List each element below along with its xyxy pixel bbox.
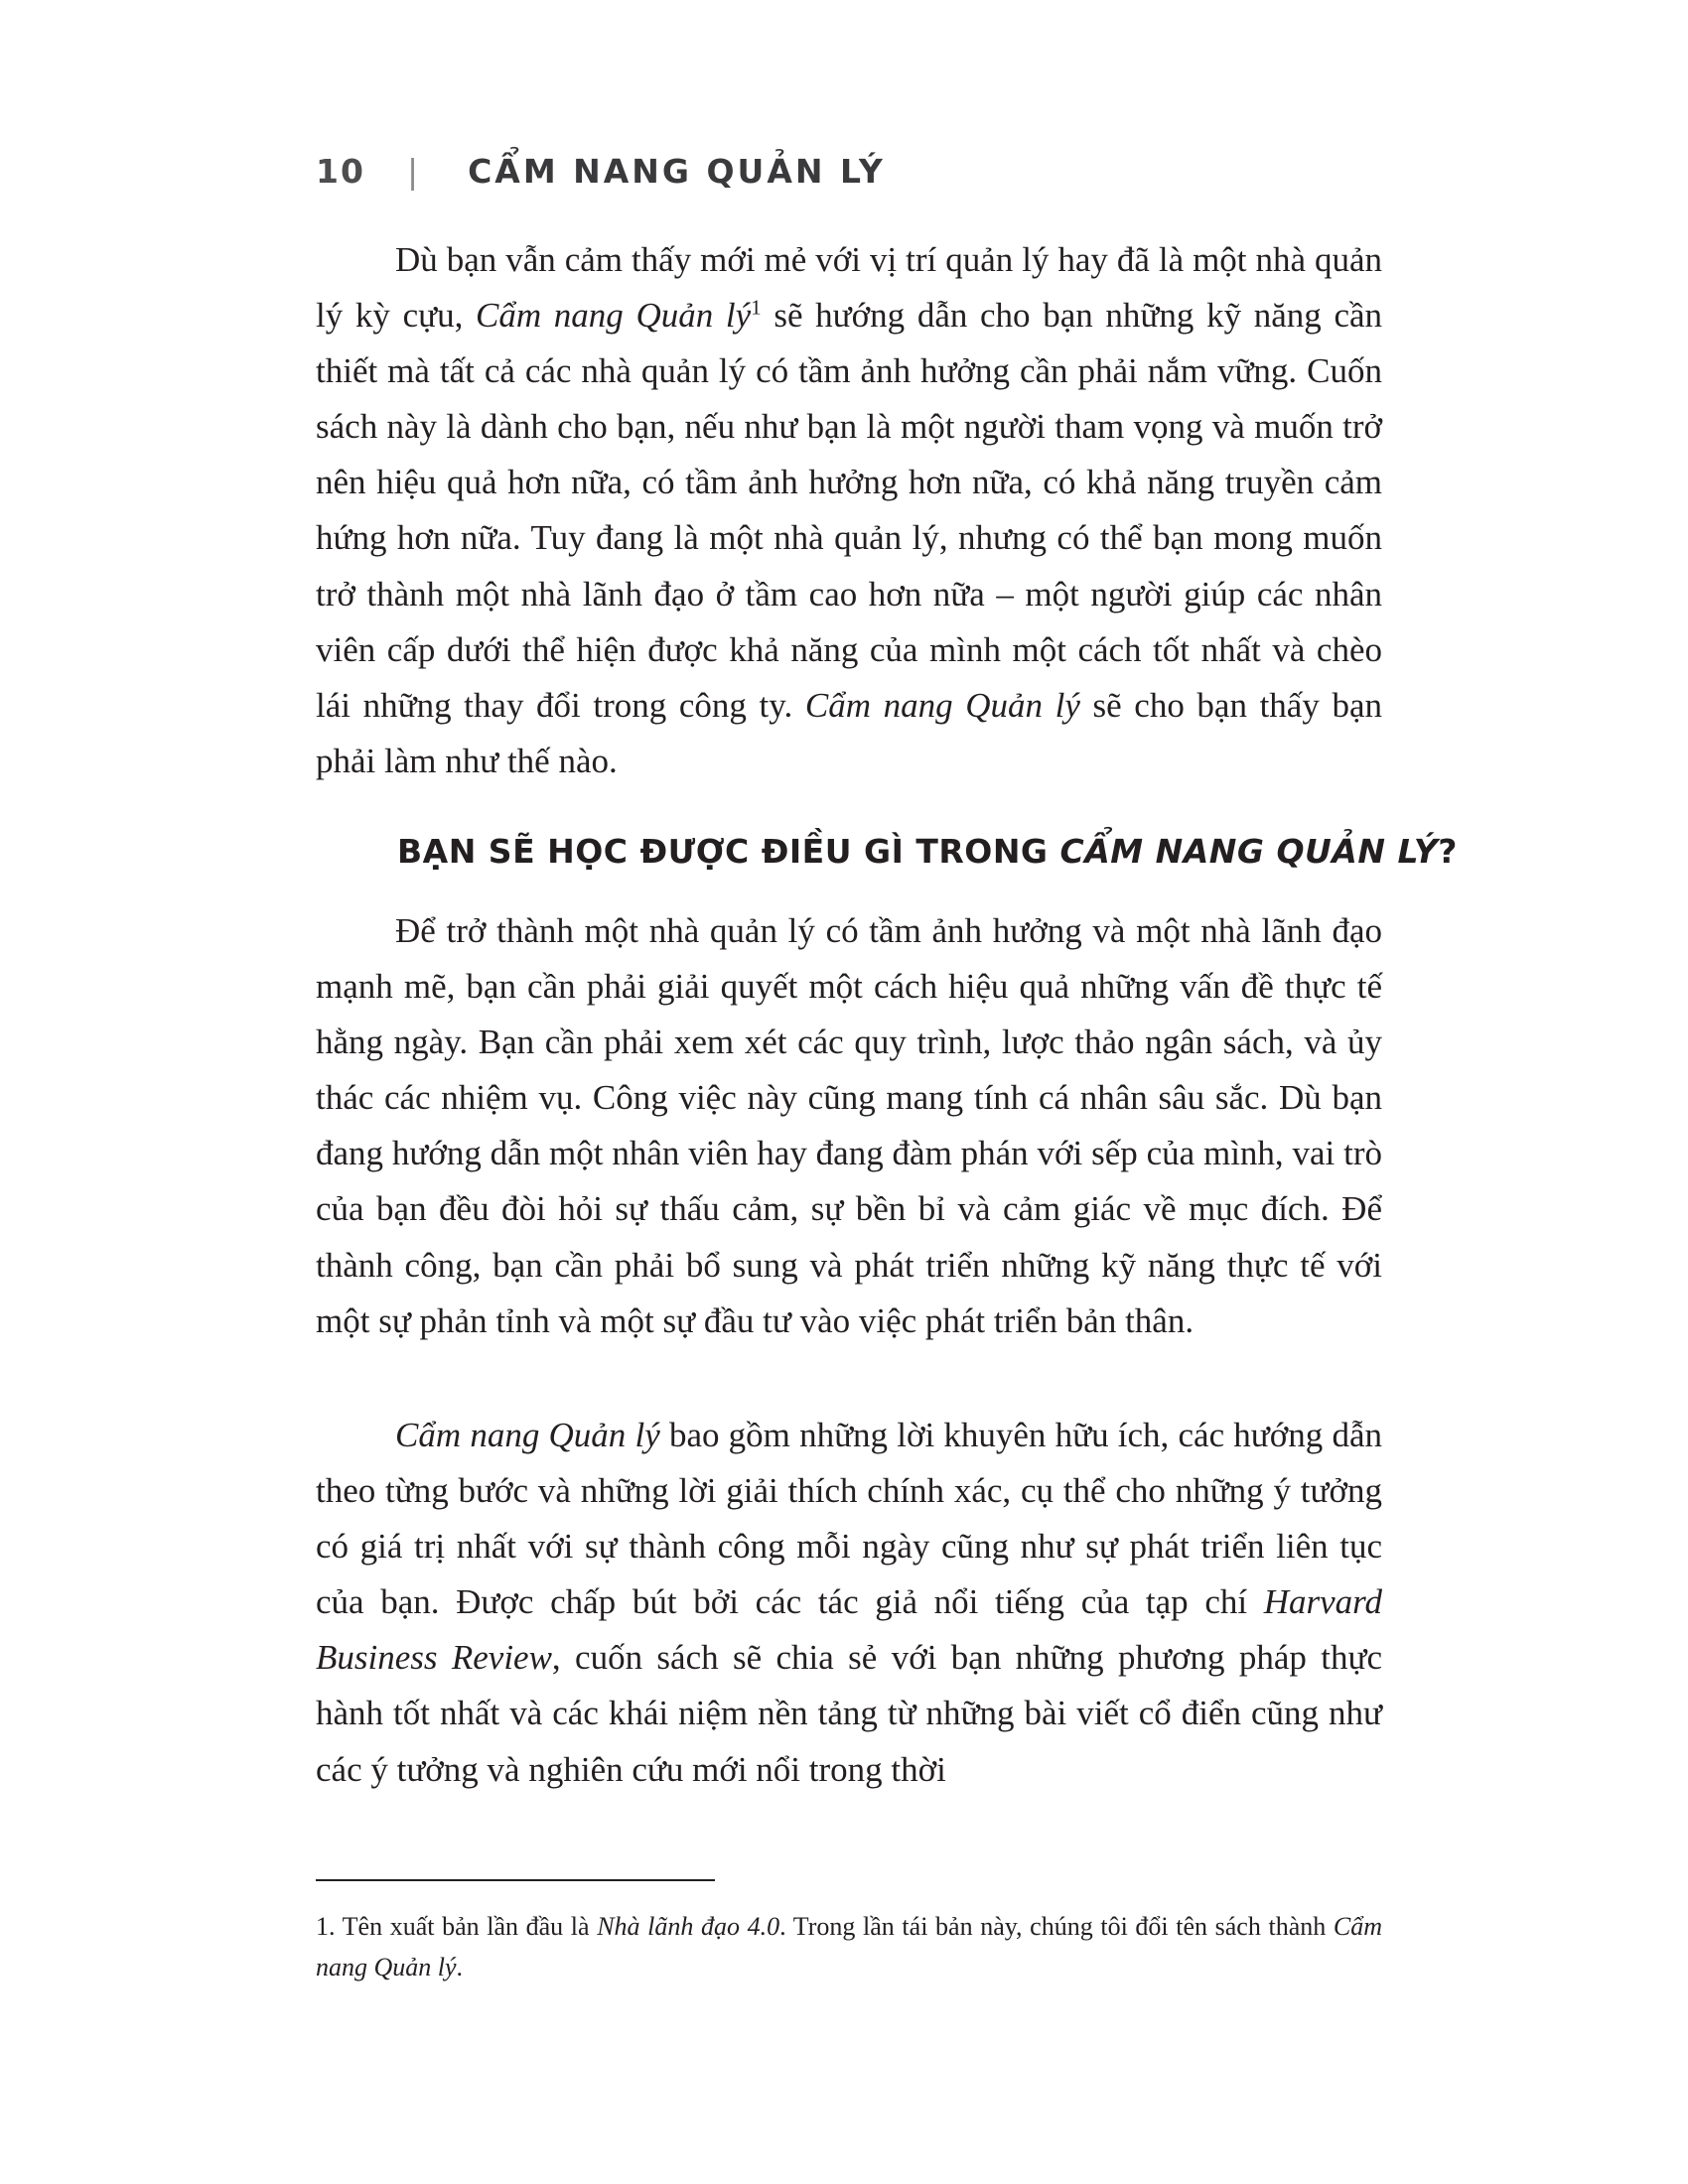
para3-text-2: , cuốn sách sẽ chia sẻ với bạn những phương pháp thực hành tốt nhất và các khái niệm nền tảng từ những bài viết cổ điển cũng như các ý tưởng và nghiên cứu mới nổi trong thời (316, 1638, 1382, 1789)
paragraph-intro (316, 232, 1382, 789)
header-separator: | (406, 151, 421, 191)
footnote-reference[interactable]: 1 (751, 295, 762, 320)
page-number: 10 (316, 151, 365, 191)
footnote-old-title: Nhà lãnh đạo 4.0 (597, 1912, 780, 1941)
paragraph-skills (316, 903, 1382, 1349)
footnote-text-3: . (456, 1953, 464, 1981)
footnote-new-title: Cẩm nang Quản lý (316, 1912, 1382, 1981)
para1-text-3: sẽ cho bạn thấy bạn phải làm như thế nào. (316, 685, 1382, 780)
para3-text-1: bao gồm những lời khuyên hữu ích, các hướng dẫn theo từng bước và những lời giải thích chính xác, cụ thể cho những ý tưởng có giá trị nhất với sự thành công mỗi ngày cũng như sự phát triển liên tục của bạn. Được chấp bút bởi các tác giả nổi tiếng của tạp chí (316, 1416, 1383, 1622)
footnote-text-2: . Trong lần tái bản này, chúng tôi đổi tên sách thành (779, 1912, 1334, 1941)
running-header (316, 147, 886, 195)
section-heading (397, 832, 1458, 871)
paragraph-contents (316, 1408, 1382, 1798)
footnote-text-1: 1. Tên xuất bản lần đầu là (316, 1912, 598, 1941)
para3-book-title: Cẩm nang Quản lý (395, 1416, 660, 1454)
para1-book-title-1: Cẩm nang Quản lý (476, 296, 752, 336)
footnote (316, 1906, 1382, 1987)
para3-magazine-title: Harvard Business Review (316, 1582, 1382, 1678)
para1-book-title-2: Cẩm nang Quản lý (804, 685, 1080, 725)
para1-text-1: Dù bạn vẫn cảm thấy mới mẻ với vị trí quản lý hay đã là một nhà quản lý kỳ cựu, (316, 240, 1382, 336)
running-book-title: CẨM NANG QUẢN LÝ (468, 151, 886, 191)
footnote-divider (316, 1879, 715, 1881)
heading-text-2: ? (1438, 832, 1458, 871)
para2-text: Để trở thành một nhà quản lý có tầm ảnh hưởng và một nhà lãnh đạo mạnh mẽ, bạn cần phải giải quyết một cách hiệu quả những vấn đề thực tế hằng ngày. Bạn cần phải xem xét các quy trình, lược thảo ngân sách, và ủy thác các nhiệm vụ. Công việc này cũng mang tính cá nhân sâu sắc. Dù bạn đang hướng dẫn một nhân viên hay đang đàm phán với sếp của mình, vai trò của bạn đều đòi hỏi sự thấu cảm, sự bền bỉ và cảm giác về mục đích. Để thành công, bạn cần phải bổ sung và phát triển những kỹ năng thực tế với một sự phản tỉnh và một sự đầu tư vào việc phát triển bản thân. (316, 911, 1382, 1340)
para1-text-2: sẽ hướng dẫn cho bạn những kỹ năng cần thiết mà tất cả các nhà quản lý có tầm ảnh hưởng cần phải nắm vững. Cuốn sách này là dành cho bạn, nếu như bạn là một người tham vọng và muốn trở nên hiệu quả hơn nữa, có tầm ảnh hưởng hơn nữa, có khả năng truyền cảm hứng hơn nữa. Tuy đang là một nhà quản lý, nhưng có thể bạn mong muốn trở thành một nhà lãnh đạo ở tầm cao hơn nữa – một người giúp các nhân viên cấp dưới thể hiện được khả năng của mình một cách tốt nhất và chèo lái những thay đổi trong công ty. (316, 296, 1383, 725)
heading-book-title: CẨM NANG QUẢN LÝ (1059, 832, 1439, 871)
heading-text-1: BẠN SẼ HỌC ĐƯỢC ĐIỀU GÌ TRONG (397, 832, 1060, 871)
